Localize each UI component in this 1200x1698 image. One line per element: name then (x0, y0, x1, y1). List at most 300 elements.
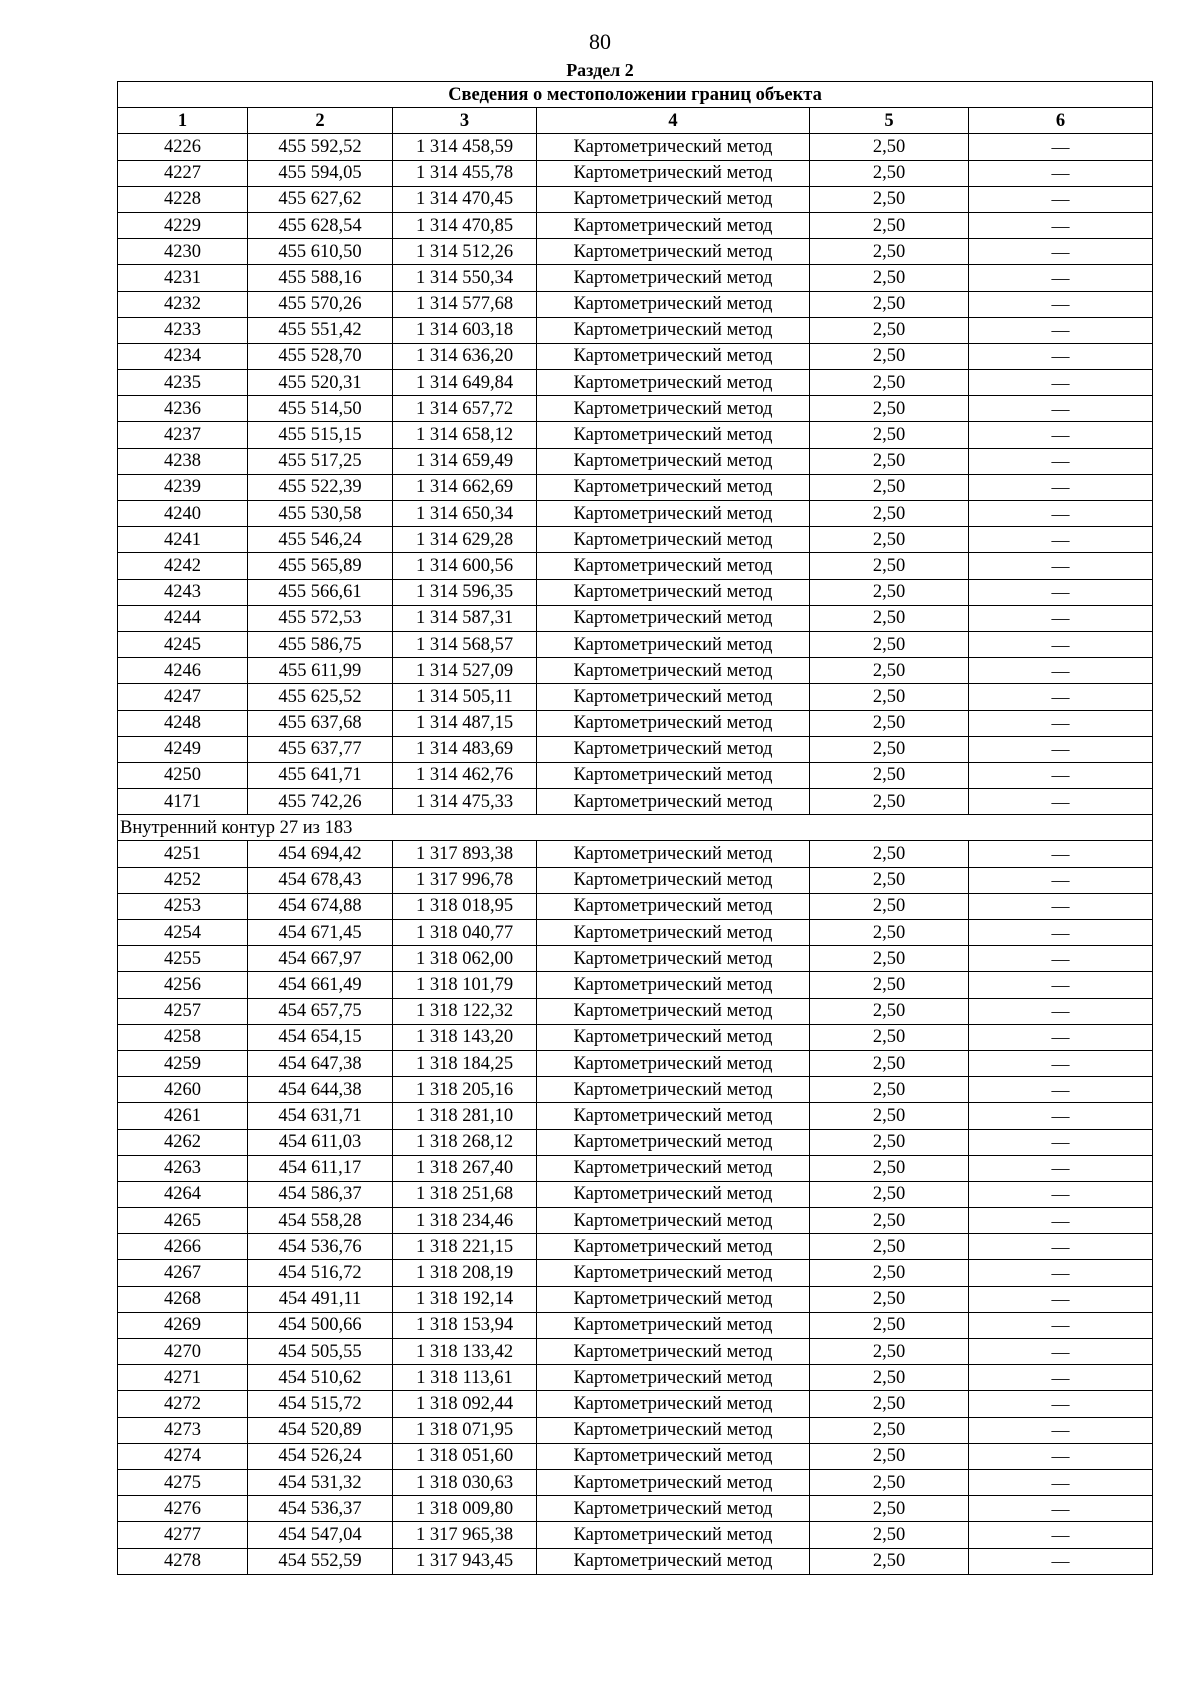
table-row (118, 396, 1153, 422)
description-cell: — (969, 422, 1153, 448)
y-coordinate-cell: 1 317 893,38 (393, 841, 537, 867)
y-coordinate-cell: 1 318 234,46 (393, 1208, 537, 1234)
description-cell: — (969, 867, 1153, 893)
method-cell: Картометрический метод (537, 1391, 810, 1417)
x-coordinate-cell: 455 520,31 (248, 370, 393, 396)
column-header: 3 (393, 108, 537, 134)
table-row (118, 1522, 1153, 1548)
point-number-cell: 4277 (118, 1522, 248, 1548)
point-number-cell: 4228 (118, 186, 248, 212)
method-cell: Картометрический метод (537, 1129, 810, 1155)
x-coordinate-cell: 455 566,61 (248, 579, 393, 605)
page-number: 80 (589, 29, 611, 54)
description-cell: — (969, 1548, 1153, 1574)
method-cell: Картометрический метод (537, 291, 810, 317)
table-row (118, 1469, 1153, 1495)
table-row (118, 972, 1153, 998)
y-coordinate-cell: 1 314 577,68 (393, 291, 537, 317)
point-number-cell: 4236 (118, 396, 248, 422)
method-cell: Картометрический метод (537, 1443, 810, 1469)
table-row (118, 946, 1153, 972)
description-cell: — (969, 1443, 1153, 1469)
point-number-cell: 4257 (118, 998, 248, 1024)
point-number-cell: 4264 (118, 1181, 248, 1207)
accuracy-cell: 2,50 (810, 291, 969, 317)
point-number-cell: 4273 (118, 1417, 248, 1443)
accuracy-cell: 2,50 (810, 553, 969, 579)
x-coordinate-cell: 454 694,42 (248, 841, 393, 867)
y-coordinate-cell: 1 314 650,34 (393, 501, 537, 527)
accuracy-cell: 2,50 (810, 762, 969, 788)
table-row (118, 867, 1153, 893)
accuracy-cell: 2,50 (810, 1155, 969, 1181)
table-row (118, 1443, 1153, 1469)
point-number-cell: 4229 (118, 212, 248, 238)
description-cell: — (969, 317, 1153, 343)
description-cell: — (969, 474, 1153, 500)
y-coordinate-cell: 1 318 205,16 (393, 1077, 537, 1103)
point-number-cell: 4250 (118, 762, 248, 788)
description-cell: — (969, 1155, 1153, 1181)
table-row (118, 1050, 1153, 1076)
y-coordinate-cell: 1 314 600,56 (393, 553, 537, 579)
description-cell: — (969, 631, 1153, 657)
table-row (118, 317, 1153, 343)
accuracy-cell: 2,50 (810, 265, 969, 291)
accuracy-cell: 2,50 (810, 1365, 969, 1391)
x-coordinate-cell: 455 641,71 (248, 762, 393, 788)
table-caption-row (118, 82, 1153, 108)
table-row (118, 370, 1153, 396)
x-coordinate-cell: 454 647,38 (248, 1050, 393, 1076)
table-row (118, 1103, 1153, 1129)
table-row (118, 1365, 1153, 1391)
description-cell: — (969, 448, 1153, 474)
description-cell: — (969, 1181, 1153, 1207)
x-coordinate-cell: 454 505,55 (248, 1339, 393, 1365)
accuracy-cell: 2,50 (810, 370, 969, 396)
y-coordinate-cell: 1 318 153,94 (393, 1312, 537, 1338)
y-coordinate-cell: 1 314 475,33 (393, 789, 537, 815)
x-coordinate-cell: 455 628,54 (248, 212, 393, 238)
table-row (118, 1417, 1153, 1443)
description-cell: — (969, 1077, 1153, 1103)
accuracy-cell: 2,50 (810, 1103, 969, 1129)
description-cell: — (969, 1391, 1153, 1417)
table-row (118, 736, 1153, 762)
x-coordinate-cell: 454 611,17 (248, 1155, 393, 1181)
table-row (118, 186, 1153, 212)
method-cell: Картометрический метод (537, 1522, 810, 1548)
table-row (118, 579, 1153, 605)
table-row (118, 1208, 1153, 1234)
accuracy-cell: 2,50 (810, 972, 969, 998)
y-coordinate-cell: 1 318 208,19 (393, 1260, 537, 1286)
x-coordinate-cell: 454 552,59 (248, 1548, 393, 1574)
accuracy-cell: 2,50 (810, 1496, 969, 1522)
method-cell: Картометрический метод (537, 605, 810, 631)
description-cell: — (969, 527, 1153, 553)
x-coordinate-cell: 455 610,50 (248, 239, 393, 265)
description-cell: — (969, 370, 1153, 396)
x-coordinate-cell: 455 637,68 (248, 710, 393, 736)
point-number-cell: 4258 (118, 1024, 248, 1050)
point-number-cell: 4260 (118, 1077, 248, 1103)
point-number-cell: 4233 (118, 317, 248, 343)
method-cell: Картометрический метод (537, 736, 810, 762)
y-coordinate-cell: 1 318 192,14 (393, 1286, 537, 1312)
method-cell: Картометрический метод (537, 343, 810, 369)
y-coordinate-cell: 1 314 462,76 (393, 762, 537, 788)
description-cell: — (969, 762, 1153, 788)
method-cell: Картометрический метод (537, 1155, 810, 1181)
table-row (118, 1496, 1153, 1522)
table-header-row (118, 108, 1153, 134)
table-row (118, 1312, 1153, 1338)
method-cell: Картометрический метод (537, 422, 810, 448)
method-cell: Картометрический метод (537, 1208, 810, 1234)
description-cell: — (969, 1129, 1153, 1155)
method-cell: Картометрический метод (537, 1469, 810, 1495)
method-cell: Картометрический метод (537, 1548, 810, 1574)
method-cell: Картометрический метод (537, 134, 810, 160)
description-cell: — (969, 291, 1153, 317)
x-coordinate-cell: 455 572,53 (248, 605, 393, 631)
column-header: 5 (810, 108, 969, 134)
y-coordinate-cell: 1 318 051,60 (393, 1443, 537, 1469)
description-cell: — (969, 1339, 1153, 1365)
method-cell: Картометрический метод (537, 710, 810, 736)
x-coordinate-cell: 455 522,39 (248, 474, 393, 500)
table-row (118, 998, 1153, 1024)
accuracy-cell: 2,50 (810, 1050, 969, 1076)
y-coordinate-cell: 1 314 636,20 (393, 343, 537, 369)
x-coordinate-cell: 454 520,89 (248, 1417, 393, 1443)
description-cell: — (969, 579, 1153, 605)
x-coordinate-cell: 455 588,16 (248, 265, 393, 291)
y-coordinate-cell: 1 314 505,11 (393, 684, 537, 710)
description-cell: — (969, 893, 1153, 919)
accuracy-cell: 2,50 (810, 1391, 969, 1417)
table-row (118, 527, 1153, 553)
accuracy-cell: 2,50 (810, 1024, 969, 1050)
description-cell: — (969, 789, 1153, 815)
y-coordinate-cell: 1 318 133,42 (393, 1339, 537, 1365)
y-coordinate-cell: 1 318 092,44 (393, 1391, 537, 1417)
accuracy-cell: 2,50 (810, 1234, 969, 1260)
method-cell: Картометрический метод (537, 553, 810, 579)
method-cell: Картометрический метод (537, 239, 810, 265)
point-number-cell: 4235 (118, 370, 248, 396)
point-number-cell: 4259 (118, 1050, 248, 1076)
method-cell: Картометрический метод (537, 265, 810, 291)
method-cell: Картометрический метод (537, 448, 810, 474)
x-coordinate-cell: 454 558,28 (248, 1208, 393, 1234)
method-cell: Картометрический метод (537, 631, 810, 657)
contour-row (118, 815, 1153, 841)
accuracy-cell: 2,50 (810, 1129, 969, 1155)
x-coordinate-cell: 454 531,32 (248, 1469, 393, 1495)
table-row (118, 1391, 1153, 1417)
description-cell: — (969, 1260, 1153, 1286)
point-number-cell: 4267 (118, 1260, 248, 1286)
method-cell: Картометрический метод (537, 186, 810, 212)
description-cell: — (969, 736, 1153, 762)
description-cell: — (969, 553, 1153, 579)
method-cell: Картометрический метод (537, 527, 810, 553)
table-body (118, 134, 1153, 1574)
accuracy-cell: 2,50 (810, 239, 969, 265)
x-coordinate-cell: 455 625,52 (248, 684, 393, 710)
accuracy-cell: 2,50 (810, 1181, 969, 1207)
table-row (118, 1129, 1153, 1155)
description-cell: — (969, 239, 1153, 265)
accuracy-cell: 2,50 (810, 1548, 969, 1574)
description-cell: — (969, 212, 1153, 238)
y-coordinate-cell: 1 317 943,45 (393, 1548, 537, 1574)
description-cell: — (969, 1365, 1153, 1391)
method-cell: Картометрический метод (537, 579, 810, 605)
x-coordinate-cell: 455 570,26 (248, 291, 393, 317)
y-coordinate-cell: 1 318 040,77 (393, 920, 537, 946)
accuracy-cell: 2,50 (810, 501, 969, 527)
table-row (118, 1260, 1153, 1286)
accuracy-cell: 2,50 (810, 1312, 969, 1338)
x-coordinate-cell: 454 657,75 (248, 998, 393, 1024)
y-coordinate-cell: 1 317 996,78 (393, 867, 537, 893)
description-cell: — (969, 920, 1153, 946)
point-number-cell: 4240 (118, 501, 248, 527)
point-number-cell: 4239 (118, 474, 248, 500)
y-coordinate-cell: 1 318 018,95 (393, 893, 537, 919)
method-cell: Картометрический метод (537, 317, 810, 343)
accuracy-cell: 2,50 (810, 789, 969, 815)
table-row (118, 1339, 1153, 1365)
accuracy-cell: 2,50 (810, 605, 969, 631)
column-header: 1 (118, 108, 248, 134)
x-coordinate-cell: 455 551,42 (248, 317, 393, 343)
x-coordinate-cell: 454 526,24 (248, 1443, 393, 1469)
accuracy-cell: 2,50 (810, 186, 969, 212)
y-coordinate-cell: 1 318 267,40 (393, 1155, 537, 1181)
x-coordinate-cell: 454 667,97 (248, 946, 393, 972)
description-cell: — (969, 605, 1153, 631)
method-cell: Картометрический метод (537, 1312, 810, 1338)
table-row (118, 1548, 1153, 1574)
x-coordinate-cell: 454 491,11 (248, 1286, 393, 1312)
method-cell: Картометрический метод (537, 946, 810, 972)
method-cell: Картометрический метод (537, 867, 810, 893)
point-number-cell: 4272 (118, 1391, 248, 1417)
point-number-cell: 4249 (118, 736, 248, 762)
accuracy-cell: 2,50 (810, 160, 969, 186)
contour-label: Внутренний контур 27 из 183 (118, 815, 1153, 841)
table-row (118, 710, 1153, 736)
x-coordinate-cell: 455 528,70 (248, 343, 393, 369)
method-cell: Картометрический метод (537, 893, 810, 919)
table-row (118, 265, 1153, 291)
method-cell: Картометрический метод (537, 370, 810, 396)
description-cell: — (969, 343, 1153, 369)
method-cell: Картометрический метод (537, 1286, 810, 1312)
method-cell: Картометрический метод (537, 396, 810, 422)
y-coordinate-cell: 1 314 657,72 (393, 396, 537, 422)
method-cell: Картометрический метод (537, 789, 810, 815)
x-coordinate-cell: 454 678,43 (248, 867, 393, 893)
accuracy-cell: 2,50 (810, 1077, 969, 1103)
y-coordinate-cell: 1 318 009,80 (393, 1496, 537, 1522)
description-cell: — (969, 1286, 1153, 1312)
accuracy-cell: 2,50 (810, 1443, 969, 1469)
method-cell: Картометрический метод (537, 1496, 810, 1522)
point-number-cell: 4262 (118, 1129, 248, 1155)
table-row (118, 1181, 1153, 1207)
y-coordinate-cell: 1 314 550,34 (393, 265, 537, 291)
accuracy-cell: 2,50 (810, 579, 969, 605)
y-coordinate-cell: 1 314 470,85 (393, 212, 537, 238)
y-coordinate-cell: 1 314 470,45 (393, 186, 537, 212)
table-row (118, 841, 1153, 867)
table-row (118, 212, 1153, 238)
x-coordinate-cell: 454 510,62 (248, 1365, 393, 1391)
method-cell: Картометрический метод (537, 684, 810, 710)
x-coordinate-cell: 455 637,77 (248, 736, 393, 762)
table-row (118, 1155, 1153, 1181)
method-cell: Картометрический метод (537, 474, 810, 500)
x-coordinate-cell: 454 516,72 (248, 1260, 393, 1286)
x-coordinate-cell: 454 654,15 (248, 1024, 393, 1050)
y-coordinate-cell: 1 318 062,00 (393, 946, 537, 972)
method-cell: Картометрический метод (537, 1077, 810, 1103)
x-coordinate-cell: 454 586,37 (248, 1181, 393, 1207)
description-cell: — (969, 1234, 1153, 1260)
table-row (118, 631, 1153, 657)
accuracy-cell: 2,50 (810, 1286, 969, 1312)
y-coordinate-cell: 1 314 658,12 (393, 422, 537, 448)
column-header: 6 (969, 108, 1153, 134)
y-coordinate-cell: 1 318 122,32 (393, 998, 537, 1024)
y-coordinate-cell: 1 314 662,69 (393, 474, 537, 500)
x-coordinate-cell: 454 644,38 (248, 1077, 393, 1103)
y-coordinate-cell: 1 318 251,68 (393, 1181, 537, 1207)
method-cell: Картометрический метод (537, 160, 810, 186)
table-row (118, 1234, 1153, 1260)
method-cell: Картометрический метод (537, 1103, 810, 1129)
y-coordinate-cell: 1 318 071,95 (393, 1417, 537, 1443)
table-row (118, 1024, 1153, 1050)
description-cell: — (969, 1469, 1153, 1495)
y-coordinate-cell: 1 318 221,15 (393, 1234, 537, 1260)
point-number-cell: 4269 (118, 1312, 248, 1338)
point-number-cell: 4238 (118, 448, 248, 474)
accuracy-cell: 2,50 (810, 1208, 969, 1234)
method-cell: Картометрический метод (537, 1234, 810, 1260)
y-coordinate-cell: 1 318 030,63 (393, 1469, 537, 1495)
y-coordinate-cell: 1 314 512,26 (393, 239, 537, 265)
point-number-cell: 4251 (118, 841, 248, 867)
table-row (118, 658, 1153, 684)
table-row (118, 920, 1153, 946)
y-coordinate-cell: 1 314 458,59 (393, 134, 537, 160)
point-number-cell: 4232 (118, 291, 248, 317)
accuracy-cell: 2,50 (810, 317, 969, 343)
y-coordinate-cell: 1 318 184,25 (393, 1050, 537, 1076)
x-coordinate-cell: 454 611,03 (248, 1129, 393, 1155)
point-number-cell: 4265 (118, 1208, 248, 1234)
point-number-cell: 4263 (118, 1155, 248, 1181)
y-coordinate-cell: 1 314 487,15 (393, 710, 537, 736)
description-cell: — (969, 160, 1153, 186)
point-number-cell: 4270 (118, 1339, 248, 1365)
accuracy-cell: 2,50 (810, 736, 969, 762)
description-cell: — (969, 1050, 1153, 1076)
accuracy-cell: 2,50 (810, 998, 969, 1024)
x-coordinate-cell: 455 514,50 (248, 396, 393, 422)
table-row (118, 343, 1153, 369)
y-coordinate-cell: 1 318 113,61 (393, 1365, 537, 1391)
accuracy-cell: 2,50 (810, 1417, 969, 1443)
method-cell: Картометрический метод (537, 1260, 810, 1286)
x-coordinate-cell: 455 592,52 (248, 134, 393, 160)
point-number-cell: 4247 (118, 684, 248, 710)
method-cell: Картометрический метод (537, 501, 810, 527)
point-number-cell: 4245 (118, 631, 248, 657)
table-row (118, 474, 1153, 500)
accuracy-cell: 2,50 (810, 474, 969, 500)
point-number-cell: 4252 (118, 867, 248, 893)
method-cell: Картометрический метод (537, 841, 810, 867)
x-coordinate-cell: 454 547,04 (248, 1522, 393, 1548)
table-row (118, 448, 1153, 474)
point-number-cell: 4230 (118, 239, 248, 265)
accuracy-cell: 2,50 (810, 527, 969, 553)
point-number-cell: 4227 (118, 160, 248, 186)
accuracy-cell: 2,50 (810, 946, 969, 972)
x-coordinate-cell: 455 742,26 (248, 789, 393, 815)
method-cell: Картометрический метод (537, 972, 810, 998)
description-cell: — (969, 134, 1153, 160)
y-coordinate-cell: 1 318 143,20 (393, 1024, 537, 1050)
point-number-cell: 4261 (118, 1103, 248, 1129)
point-number-cell: 4255 (118, 946, 248, 972)
method-cell: Картометрический метод (537, 1417, 810, 1443)
point-number-cell: 4248 (118, 710, 248, 736)
section-title: Раздел 2 (566, 60, 634, 80)
y-coordinate-cell: 1 318 268,12 (393, 1129, 537, 1155)
accuracy-cell: 2,50 (810, 448, 969, 474)
x-coordinate-cell: 454 515,72 (248, 1391, 393, 1417)
method-cell: Картометрический метод (537, 1050, 810, 1076)
table-row (118, 501, 1153, 527)
y-coordinate-cell: 1 314 483,69 (393, 736, 537, 762)
accuracy-cell: 2,50 (810, 710, 969, 736)
table-caption: Сведения о местоположении границ объекта (118, 82, 1153, 108)
x-coordinate-cell: 455 586,75 (248, 631, 393, 657)
table-row (118, 605, 1153, 631)
point-number-cell: 4276 (118, 1496, 248, 1522)
x-coordinate-cell: 454 671,45 (248, 920, 393, 946)
boundary-table (117, 81, 1153, 1575)
point-number-cell: 4171 (118, 789, 248, 815)
accuracy-cell: 2,50 (810, 893, 969, 919)
x-coordinate-cell: 455 546,24 (248, 527, 393, 553)
accuracy-cell: 2,50 (810, 1260, 969, 1286)
y-coordinate-cell: 1 314 659,49 (393, 448, 537, 474)
x-coordinate-cell: 455 627,62 (248, 186, 393, 212)
y-coordinate-cell: 1 317 965,38 (393, 1522, 537, 1548)
point-number-cell: 4268 (118, 1286, 248, 1312)
description-cell: — (969, 1417, 1153, 1443)
